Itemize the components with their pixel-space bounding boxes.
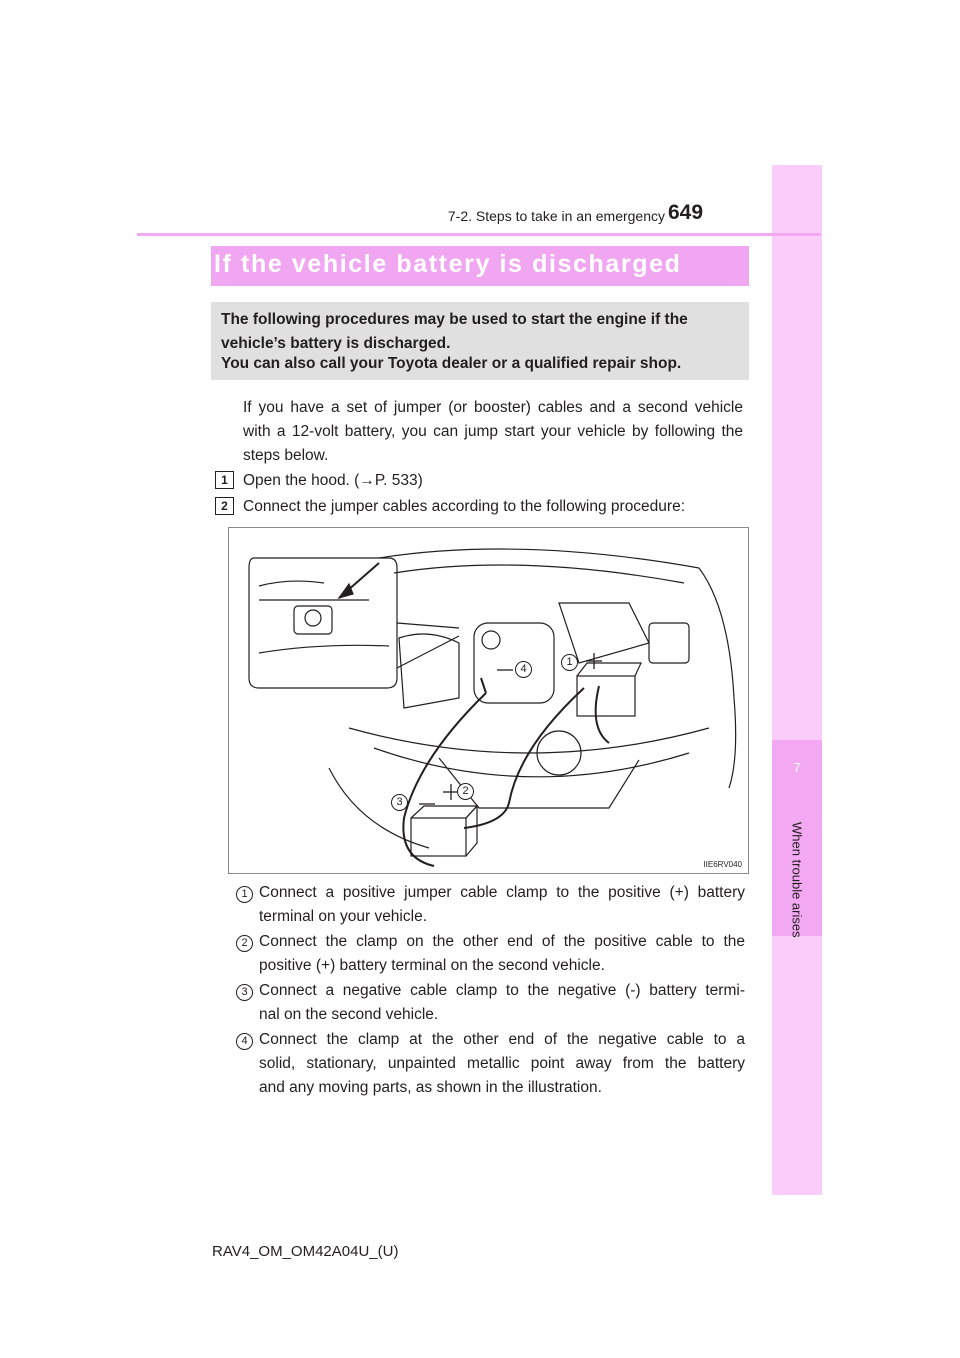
body-line: steps below. [243, 447, 329, 464]
substep-line: Connect a negative cable clamp to the negative (-) battery termi- [259, 982, 745, 999]
substep-line: solid, stationary, unpainted metallic point away from the battery [259, 1055, 745, 1072]
chapter-number: 7 [793, 760, 801, 775]
substep-number: 4 [236, 1033, 253, 1050]
substep-line: nal on the second vehicle. [259, 1006, 439, 1023]
callout-marks [419, 653, 602, 804]
substep-number: 3 [236, 984, 253, 1001]
substep-line: Connect a positive jumper cable clamp to the positive (+) battery [259, 884, 745, 901]
chapter-title: When trouble arises [789, 822, 805, 938]
page-number: 649 [668, 201, 704, 224]
intro-line: vehicle’s battery is discharged. [221, 335, 451, 352]
header-rule [137, 233, 821, 236]
intro-line: You can also call your Toyota dealer or a qualified repair shop. [221, 355, 682, 372]
substep-line: and any moving parts, as shown in the illustration. [259, 1079, 602, 1096]
substep-number: 1 [236, 886, 253, 903]
jump-start-illustration [228, 527, 749, 874]
section-heading: 7-2. Steps to take in an emergency [447, 208, 665, 224]
callout-4: 4 [515, 661, 532, 678]
step-number-box: 2 [215, 497, 234, 515]
body-line: with a 12-volt battery, you can jump start your vehicle by following the [243, 423, 743, 440]
substep-number: 2 [236, 935, 253, 952]
intro-line: The following procedures may be used to start the engine if the [221, 311, 688, 328]
figure-code: IIE6RV040 [703, 860, 742, 869]
step-text: Open the hood. (→P. 533) [243, 472, 423, 489]
callout-2: 2 [457, 783, 474, 800]
step-text: Connect the jumper cables according to the following procedure: [243, 498, 686, 515]
page-title: If the vehicle battery is discharged [214, 250, 682, 278]
document-code: RAV4_OM_OM42A04U_(U) [212, 1243, 399, 1260]
callout-1: 1 [561, 654, 578, 671]
substep-line: positive (+) battery terminal on the second vehicle. [259, 957, 605, 974]
substep-line: Connect the clamp on the other end of the positive cable to the [259, 933, 745, 950]
callout-3: 3 [391, 794, 408, 811]
substep-line: terminal on your vehicle. [259, 908, 427, 925]
step-number-box: 1 [215, 471, 234, 489]
substep-line: Connect the clamp at the other end of the negative cable to a [259, 1031, 745, 1048]
body-line: If you have a set of jumper (or booster) cables and a second vehicle [243, 399, 743, 416]
chapter-side-tab [772, 165, 822, 1195]
engine-bay-drawing [229, 528, 748, 873]
